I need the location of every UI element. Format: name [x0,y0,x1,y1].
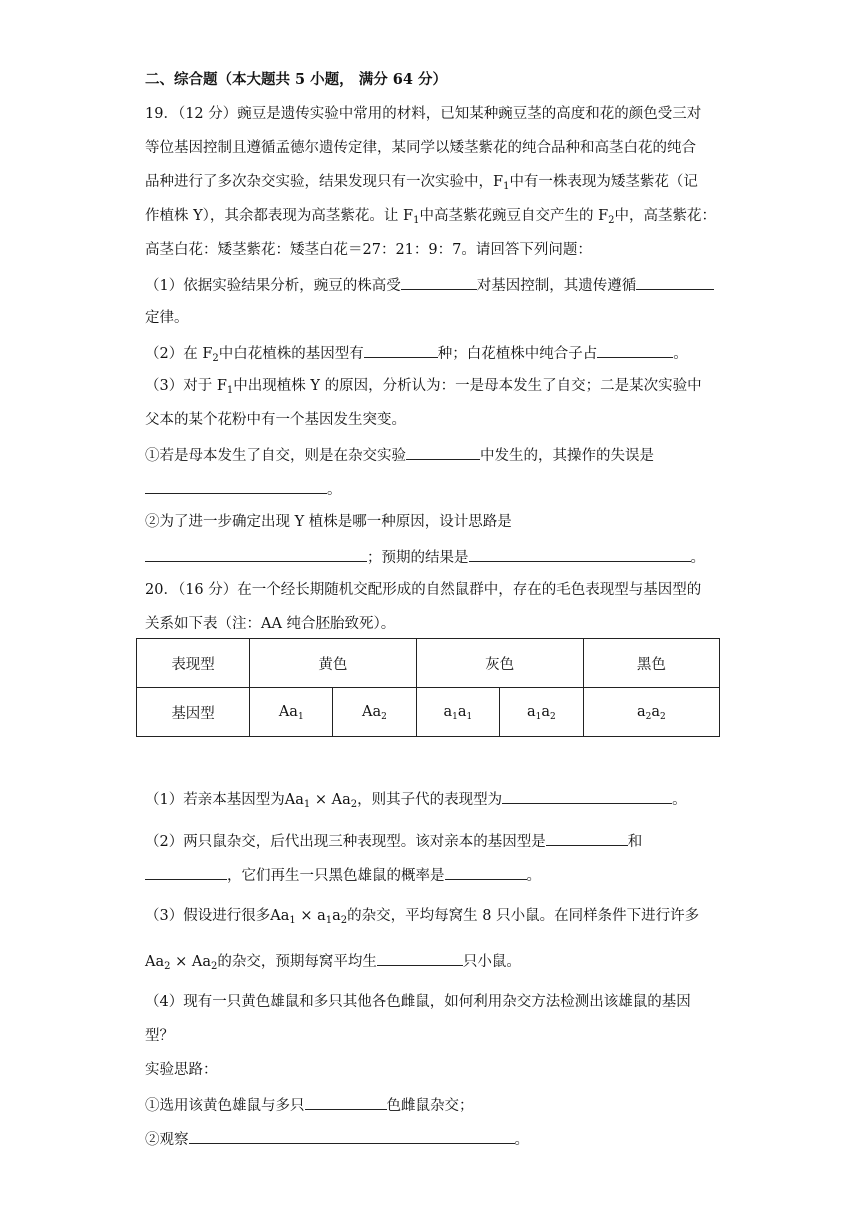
answer-blank[interactable] [406,444,480,460]
answer-blank[interactable] [305,1094,387,1110]
table-cell-genotype: $a_2a_2$ [583,688,719,737]
q19-part-3-1-answer: 。 [145,478,342,500]
q19-part-1-end: 定律。 [145,310,189,326]
answer-blank[interactable] [445,864,527,880]
answer-blank[interactable] [546,830,628,846]
q19-stem-line-2: 等位基因控制且遵循孟德尔遗传定律，某同学以矮茎紫花的纯合品种和高茎白花的纯合 [145,140,696,156]
q20-part-4-line-2: 型？ [145,1028,174,1044]
answer-blank[interactable] [145,864,227,880]
q20-part-3: （3）假设进行很多$Aa_1 \times a_1a_2$的杂交，平均每窝生 8 只小鼠。在同样条件下进行许多 [145,908,700,926]
q19-stem-line-4: 作植株 Y），其余都表现为高茎紫花。让 $F_1$中高茎紫花豌豆自交产生的 $F_2$中，高茎紫花： [145,208,717,226]
table-cell-black: 黑色 [583,639,719,688]
genotype-table [136,638,720,737]
table-cell-genotype: $a_1a_2$ [500,688,584,737]
answer-blank[interactable] [145,478,327,494]
q20-experiment-idea-label: 实验思路： [145,1062,218,1078]
q20-part-1: （1）若亲本基因型为$Aa_1 \times Aa_2$，则其子代的表现型为 。 [145,788,687,810]
q20-part-2: （2）两只鼠杂交，后代出现三种表现型。该对亲本的基因型是 和 [145,830,642,852]
table-cell-yellow: 黄色 [250,639,416,688]
q19-stem-line-3: 品种进行了多次杂交实验，结果发现只有一次实验中，$F_1$中有一株表现为矮茎紫花（记 [145,174,698,192]
q19-part-3-1: ①若是母本发生了自交，则是在杂交实验 中发生的，其操作的失误是 [145,444,654,466]
q20-part-3-line-2: $Aa_2 \times Aa_2$的杂交，预期每窝平均生 只小鼠。 [145,950,521,972]
answer-blank[interactable] [502,788,672,804]
q19-part-3-line-2: 父本的某个花粉中有一个基因发生突变。 [145,412,406,428]
table-row [137,688,720,737]
q20-part-4: （4）现有一只黄色雄鼠和多只其他各色雌鼠，如何利用杂交方法检测出该雄鼠的基因 [145,994,691,1010]
q20-step-1: ①选用该黄色雄鼠与多只 色雌鼠杂交； [145,1094,474,1116]
q20-stem-line-2: 关系如下表（注：AA 纯合胚胎致死）。 [145,616,396,632]
table-cell-gray: 灰色 [416,639,583,688]
q20-points: （16 分） [177,582,238,598]
q19-part-3-2-answer: ；预期的结果是 。 [145,546,705,568]
table-cell-genotype: $Aa_2$ [333,688,416,737]
q19-stem-line-1: 19．（12 分）豌豆是遗传实验中常用的材料，已知某种豌豆茎的高度和花的颜色受三对 [145,106,702,122]
answer-blank[interactable] [597,342,673,358]
table-header-genotype: 基因型 [137,688,250,737]
q20-number: 20． [145,582,178,598]
q19-number: 19． [145,106,178,122]
answer-blank[interactable] [401,274,477,290]
answer-blank[interactable] [469,546,691,562]
answer-blank[interactable] [636,274,714,290]
q19-part-2: （2）在 $F_2$中白花植株的基因型有 种；白花植株中纯合子占 。 [145,342,688,364]
q19-part-3-2: ②为了进一步确定出现 Y 植株是哪一种原因，设计思路是 [145,514,512,530]
q19-stem-line-5: 高茎白花：矮茎紫花：矮茎白花＝27：21：9：7。请回答下列问题： [145,242,592,258]
table-row [137,639,720,688]
q20-stem-line-1: 20．（16 分）在一个经长期随机交配形成的自然鼠群中，存在的毛色表现型与基因型的 [145,582,702,598]
q20-step-2: ②观察 。 [145,1128,529,1150]
q19-points: （12 分） [177,106,238,122]
answer-blank[interactable] [189,1128,515,1144]
q19-part-3: （3）对于 $F_1$中出现植株 Y 的原因，分析认为：一是母本发生了自交；二是某次实验中 [145,378,702,396]
table-header-phenotype: 表现型 [137,639,250,688]
answer-blank[interactable] [377,950,463,966]
q19-part-1: （1）依据实验结果分析，豌豆的株高受 对基因控制，其遗传遵循 [145,274,714,296]
answer-blank[interactable] [364,342,438,358]
table-cell-genotype: $a_1a_1$ [416,688,500,737]
q20-part-2-line-2: ，它们再生一只黑色雄鼠的概率是 。 [145,864,541,886]
section-title: 二、综合题（本大题共 5 小题， 满分 64 分） [145,71,448,88]
answer-blank[interactable] [145,546,367,562]
table-cell-genotype: $Aa_1$ [250,688,333,737]
